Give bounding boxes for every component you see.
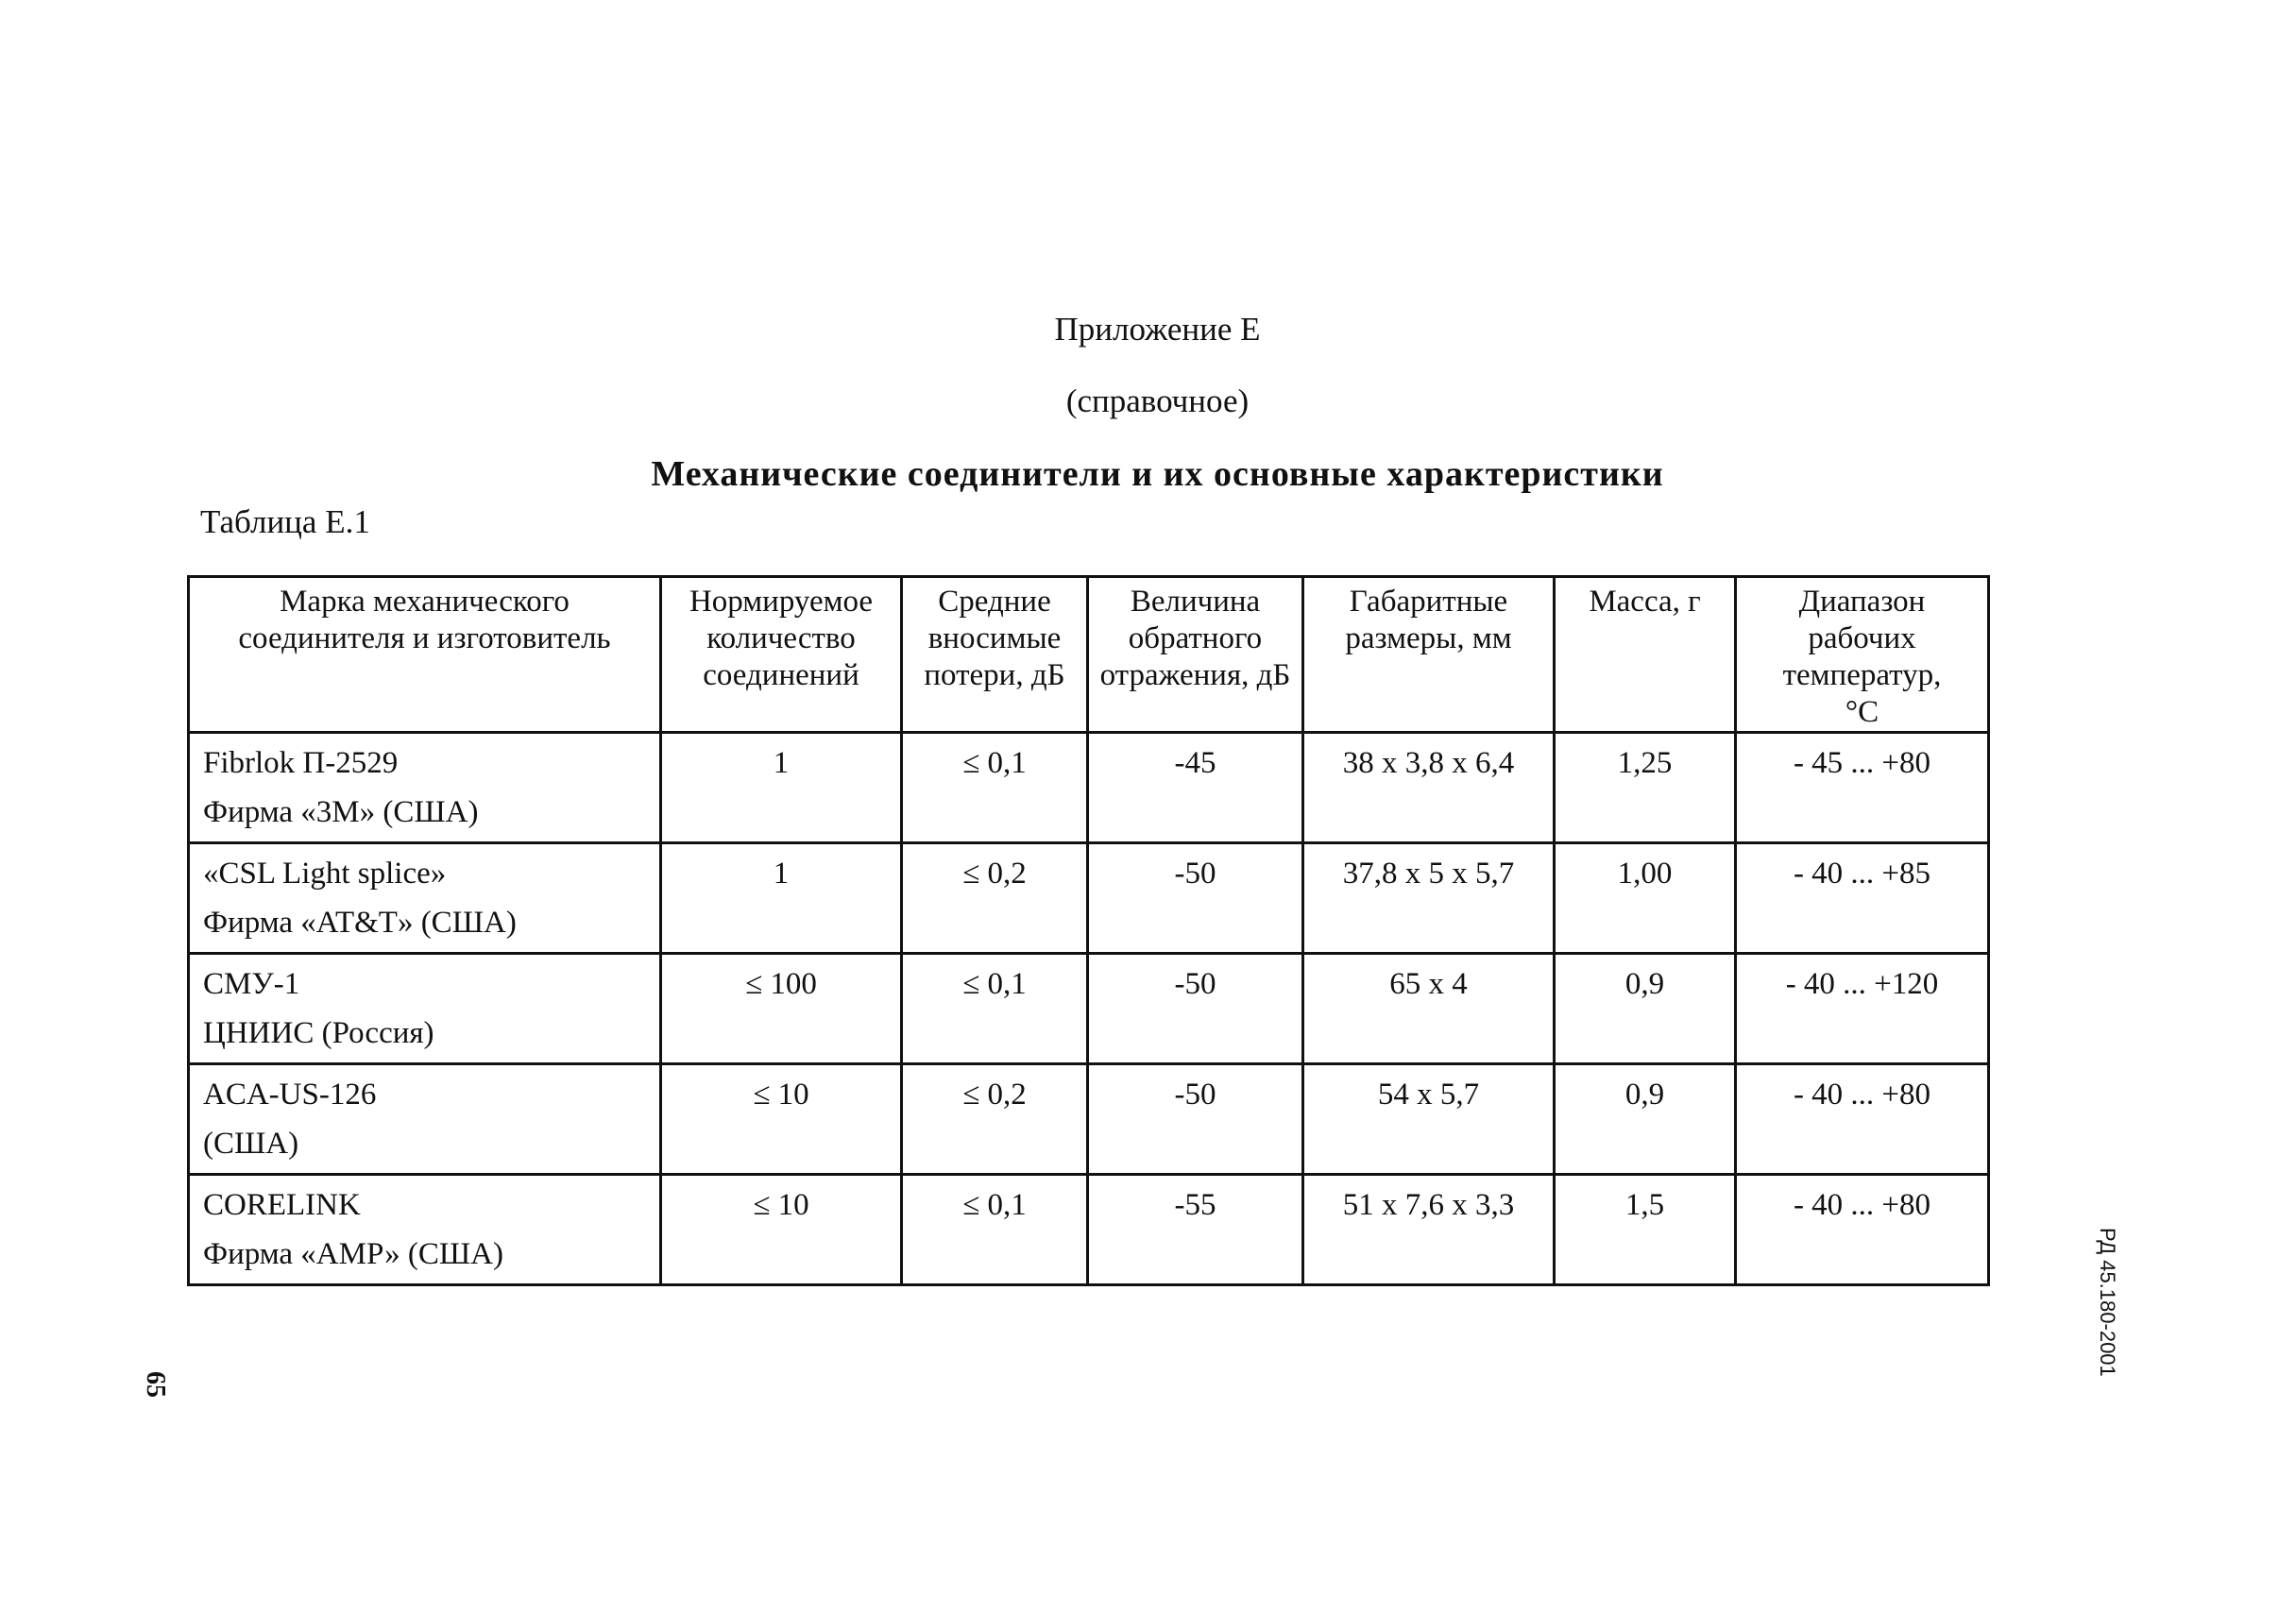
- connector-name: «CSL Light splice»: [203, 857, 447, 891]
- cell-mass: 0,9: [1555, 1064, 1736, 1175]
- cell-mass: 1,5: [1555, 1175, 1736, 1285]
- cell-dimensions: 38 х 3,8 х 6,4: [1303, 733, 1555, 843]
- cell-dimensions: 51 х 7,6 х 3,3: [1303, 1175, 1555, 1285]
- connector-maker: Фирма «3М» (США): [203, 795, 479, 829]
- cell-temperature: - 40 ... +120: [1736, 954, 1989, 1064]
- cell-reflection: -50: [1088, 843, 1303, 954]
- cell-temperature: - 40 ... +80: [1736, 1175, 1989, 1285]
- connector-maker: (США): [203, 1127, 299, 1161]
- cell-brand: [189, 843, 661, 954]
- connector-name: ACA-US-126: [203, 1078, 377, 1112]
- cell-loss: ≤ 0,2: [902, 1064, 1088, 1175]
- cell-dimensions: 65 х 4: [1303, 954, 1555, 1064]
- cell-temperature: - 40 ... +85: [1736, 843, 1989, 954]
- table-caption: Таблица Е.1: [200, 503, 370, 540]
- connector-name: CORELINK: [203, 1188, 361, 1222]
- table-header-row: [189, 577, 1989, 733]
- cell-brand: [189, 733, 661, 843]
- cell-connections: ≤ 10: [661, 1064, 902, 1175]
- cell-mass: 0,9: [1555, 954, 1736, 1064]
- cell-brand: [189, 1064, 661, 1175]
- connector-maker: ЦНИИС (Россия): [203, 1016, 434, 1050]
- table-row: [189, 1175, 1989, 1285]
- connector-name: Fibrlok П-2529: [203, 746, 399, 780]
- header-brand: Марка механического соединителя и изготовитель: [189, 577, 661, 733]
- document-code: РД 45.180-2001: [2096, 1228, 2119, 1377]
- connectors-table: [187, 575, 1990, 1286]
- cell-connections: 1: [661, 843, 902, 954]
- cell-dimensions: 37,8 х 5 х 5,7: [1303, 843, 1555, 954]
- cell-reflection: -45: [1088, 733, 1303, 843]
- table-row: [189, 733, 1989, 843]
- cell-reflection: -50: [1088, 1064, 1303, 1175]
- table-row: [189, 1064, 1989, 1175]
- header-temperature: Диапазон рабочих температур, °С: [1736, 577, 1989, 733]
- header-dimensions: Габаритные размеры, мм: [1303, 577, 1555, 733]
- cell-dimensions: 54 х 5,7: [1303, 1064, 1555, 1175]
- main-heading: Механические соединители и их основные характеристики: [651, 454, 1664, 494]
- cell-connections: ≤ 100: [661, 954, 902, 1064]
- cell-connections: ≤ 10: [661, 1175, 902, 1285]
- table-row: [189, 843, 1989, 954]
- cell-loss: ≤ 0,1: [902, 954, 1088, 1064]
- cell-temperature: - 45 ... +80: [1736, 733, 1989, 843]
- cell-loss: ≤ 0,1: [902, 733, 1088, 843]
- cell-temperature: - 40 ... +80: [1736, 1064, 1989, 1175]
- cell-loss: ≤ 0,2: [902, 843, 1088, 954]
- cell-mass: 1,25: [1555, 733, 1736, 843]
- table-row: [189, 954, 1989, 1064]
- header-reflection: Величина обратного отражения, дБ: [1088, 577, 1303, 733]
- connector-maker: Фирма «АМР» (США): [203, 1237, 503, 1271]
- cell-loss: ≤ 0,1: [902, 1175, 1088, 1285]
- cell-reflection: -55: [1088, 1175, 1303, 1285]
- connector-maker: Фирма «AT&T» (США): [203, 906, 517, 940]
- header-connections: Нормируемое количество соединений: [661, 577, 902, 733]
- connector-name: СМУ-1: [203, 967, 300, 1001]
- cell-connections: 1: [661, 733, 902, 843]
- header-loss: Средние вносимые потери, дБ: [902, 577, 1088, 733]
- header-mass: Масса, г: [1555, 577, 1736, 733]
- cell-brand: [189, 954, 661, 1064]
- appendix-kind: (справочное): [1065, 382, 1250, 419]
- cell-mass: 1,00: [1555, 843, 1736, 954]
- appendix-title: Приложение Е: [1054, 311, 1261, 348]
- cell-reflection: -50: [1088, 954, 1303, 1064]
- cell-brand: [189, 1175, 661, 1285]
- page-number: 65: [141, 1371, 170, 1398]
